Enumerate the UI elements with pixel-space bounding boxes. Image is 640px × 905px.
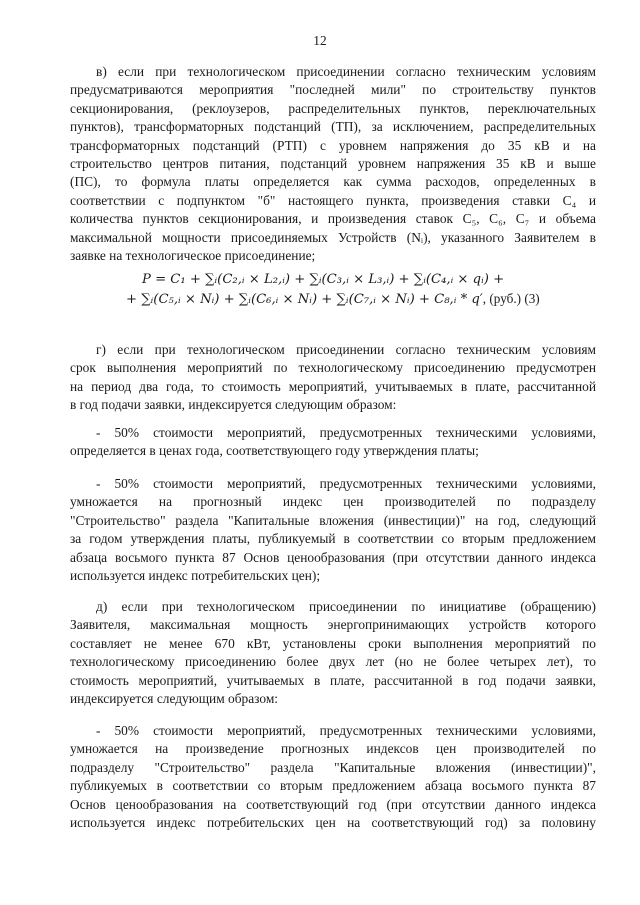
text-line: строительство центров питания, подстанций уровнем напряжения 35 кВ и выше — [70, 155, 596, 171]
paragraph-v — [70, 63, 596, 265]
text-line: - 50% стоимости мероприятий, предусмотренных техническими условиями, — [96, 723, 596, 738]
text-line: за годом утверждения платы, публикуемый в соответствии со вторым предложением — [70, 531, 596, 547]
text-line: предусматриваются мероприятия "последней мили" по строительству пунктов — [70, 82, 596, 98]
text-line: стоимость мероприятий, учитываемых в плате, рассчитанной в год подачи заявки, — [70, 672, 596, 688]
text-line: в год подачи заявки, индексируется следующим образом: — [70, 397, 397, 413]
text-line: трансформаторных подстанций (РТП) с уровнем напряжения до 35 кВ и на — [70, 137, 596, 153]
bullet-d1 — [70, 722, 596, 832]
text-line: заявке на технологическое присоединение; — [70, 247, 316, 263]
text-line: "Строительство" раздела "Капитальные вложения (инвестиции)" на год, следующий — [70, 512, 596, 528]
text-line: абзаца восьмого пункта 87 Основ ценообразования (при отсутствии данного индекса — [70, 549, 596, 565]
text-line: - 50% стоимости мероприятий, предусмотренных техническими условиями, — [96, 425, 596, 440]
text-line: используется индекс потребительских цен на соответствующий год) за половину — [70, 814, 596, 830]
text-line: на период два года, то стоимость мероприятий, учитываемых в плате, рассчитанной — [70, 378, 596, 394]
formula-3 — [70, 270, 596, 309]
text-line: технологическому присоединению более двух лет (но не более четырех лет), то — [70, 654, 596, 670]
text-line: используется индекс потребительских цен); — [70, 567, 321, 583]
paragraph-g — [70, 341, 596, 415]
text-line: публикуемых в соответствии со вторым предложением абзаца восьмого пункта 87 — [70, 778, 596, 794]
text-line: Основ ценообразования на соответствующий год (при отсутствии данного индекса — [70, 796, 596, 812]
formula-line-1: P = C₁ + ∑ᵢ(C₂,ᵢ × L₂,ᵢ) + ∑ᵢ(C₃,ᵢ × L₃,ᵢ) + ∑ᵢ(C₄,ᵢ × qᵢ) + — [142, 272, 505, 287]
text-line: срок выполнения мероприятий по технологическому присоединению предусмотрен — [70, 360, 596, 376]
text-line: соответствии с подпунктом "б" настоящего пункта, произведения ставки C₄ и — [70, 192, 596, 208]
text-line: максимальной мощности присоединяемых Устройств (Nᵢ), указанного Заявителем в — [70, 229, 596, 245]
text-line: индексируется следующим образом: — [70, 690, 279, 706]
text-line: составляет не менее 670 кВт, установлены сроки выполнения мероприятий по — [70, 635, 596, 651]
text-line: количества пунктов секционирования, и произведения ставок C₅, C₆, C₇ и объема — [70, 211, 596, 227]
text-line: подразделу "Строительство" раздела "Капитальные вложения (инвестиции)", — [70, 759, 596, 775]
text-line: определяется в ценах года, соответствующего году утверждения платы; — [70, 443, 479, 459]
text-line: умножается на произведение прогнозных индексов цен производителей по — [70, 741, 596, 757]
text-line: Заявителя, максимальная мощность энергопринимающих устройств которого — [70, 617, 596, 633]
formula-label: , (руб.) (3) — [482, 291, 540, 306]
formula-line-2 — [70, 289, 596, 309]
text-line: в) если при технологическом присоединении согласно техническим условиям — [96, 64, 596, 79]
paragraph-d — [70, 598, 596, 708]
text-line: умножается на прогнозный индекс цен производителей по подразделу — [70, 494, 596, 510]
formula-line-2-expr: + ∑ᵢ(C₅,ᵢ × Nᵢ) + ∑ᵢ(C₆,ᵢ × Nᵢ) + ∑ᵢ(C₇,ᵢ × Nᵢ) + C₈,ᵢ * q′ — [126, 292, 483, 307]
page-number: 12 — [313, 33, 327, 48]
text-line: д) если при технологическом присоединении по инициативе (обращению) — [96, 599, 596, 614]
text-line: секционирования, (реклоузеров, распределительных пунктов, переключательных — [70, 100, 596, 116]
bullet-g2 — [70, 475, 596, 585]
text-line: пунктов), трансформаторных подстанций (ТП), за исключением, распределительных — [70, 119, 596, 135]
bullet-g1 — [70, 424, 596, 461]
text-line: г) если при технологическом присоединении согласно техническим условиям — [96, 342, 596, 357]
text-line: - 50% стоимости мероприятий, предусмотренных техническими условиями, — [96, 476, 596, 491]
text-line: (ПС), то формула платы определяется как сумма расходов, определенных в — [70, 174, 596, 190]
